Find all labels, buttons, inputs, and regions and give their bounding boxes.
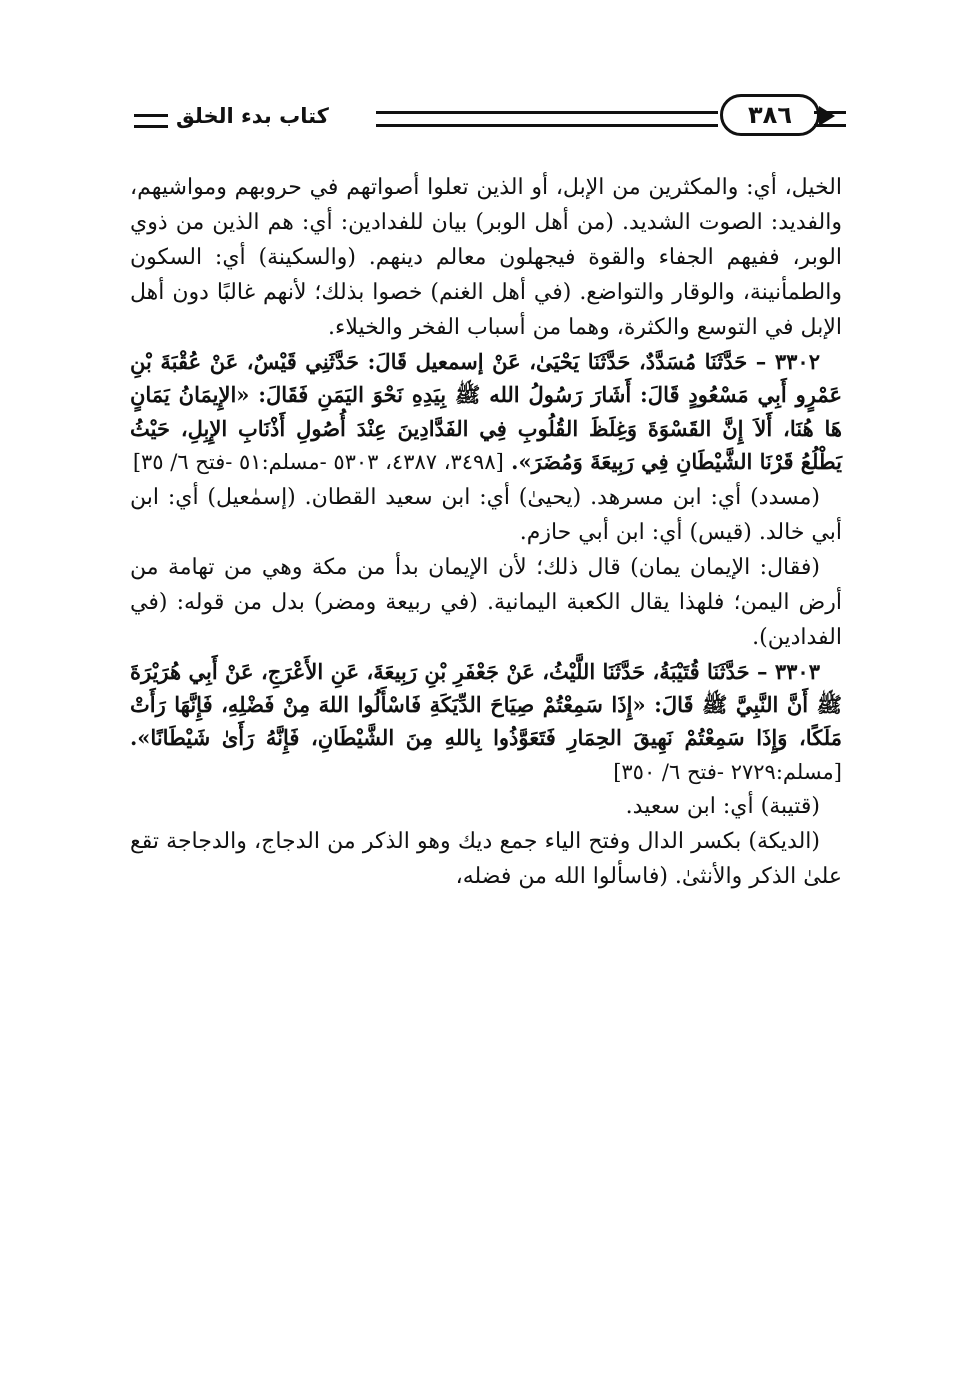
header-ornament-left xyxy=(134,114,168,128)
hadith-references: [مسلم:٢٧٢٩ -فتح ٦/ ٣٥٠] xyxy=(613,759,842,784)
page-header xyxy=(128,92,846,152)
commentary-paragraph: (قتيبة) أي: ابن سعيد. xyxy=(625,794,820,820)
hadith-text: ٣٣٠٣ – حَدَّثَنَا قُتَيْبَةُ، حَدَّثَنَا اللَّيْثُ، عَنْ جَعْفَرِ بْنِ رَبِيعَةَ، عَنِ الأَعْرَجِ، عَنْ أَبِي هُرَيْرَةَ ﷺ أَنَّ النَّبِيَّ ﷺ قَالَ: «إِذَا سَمِعْتُمْ صِيَاحَ الدِّيَكَةِ فَاسْأَلُوا اللهَ مِنْ فَضْلِهِ، فَإِنَّهَا رَأَتْ مَلَكًا، وَإِذَا سَمِعْتُمْ نَهِيقَ الحِمَارِ فَتَعَوَّذُوا بِاللهِ مِنَ الشَّيْطَانِ، فَإِنَّهُ رَأَىٰ شَيْطَانًا». xyxy=(130,658,842,751)
book-title: كتاب بدء الخلق xyxy=(176,104,329,128)
header-rule-right xyxy=(814,111,846,127)
hadith-paragraph xyxy=(130,655,842,790)
commentary-paragraph: (فقال: الإيمان يمان) قال ذلك؛ لأن الإيمان بدأ من مكة وهي من تهامة من أرض اليمن؛ فلهذا يقال الكعبة اليمانية. (في ربيعة ومضر) بدل من قوله: (في الفدادين). xyxy=(130,554,842,650)
hadith-paragraph xyxy=(130,345,842,480)
hadith-references: [٣٤٩٨، ٤٣٨٧، ٥٣٠٣ -مسلم:٥١ -فتح ٦/ ٣٥] xyxy=(132,450,504,475)
commentary-paragraph: (مسدد) أي: ابن مسرهد. (يحيىٰ) أي: ابن سعيد القطان. (إسمٰعيل) أي: ابن أبي خالد. (قيس) أي: ابن أبي حازم. xyxy=(130,484,842,545)
page-number-badge xyxy=(720,94,820,136)
page-number: ٣٨٦ xyxy=(748,101,792,129)
commentary-paragraph: (الديكة) بكسر الدال وفتح الياء جمع ديك وهو الذكر من الدجاج، والدجاجة تقع علىٰ الذكر والأنثىٰ. (فاسألوا الله من فضله، xyxy=(130,829,842,890)
commentary-paragraph: الخيل، أي: والمكثرين من الإبل، أو الذين تعلوا أصواتهم في حروبهم ومواشيهم، والفديد: الصوت الشديد. (من أهل الوبر) بيان للفدادين: أي: هم الذين من ذوي الوبر، ففيهم الجفاء والقوة فيجهلون معالم دينهم. (والسكينة) أي: السكون والطمأنينة، والوقار والتواضع. (في أهل الغنم) خصوا بذلك؛ لأنهم غالبًا دون أهل الإبل في التوسع والكثرة، وهما من أسباب الفخر والخيلاء. xyxy=(130,175,842,340)
hadith-text: ٣٣٠٢ – حَدَّثَنَا مُسَدَّدٌ، حَدَّثَنَا يَحْيَىٰ، عَنْ إسمعيل قَالَ: حَدَّثَنِي قَيْسٌ، عَنْ عُقْبَةَ بْنِ عَمْرٍو أَبِي مَسْعُودٍ قَالَ: أَشَارَ رَسُولُ الله ﷺ بِيَدِهِ نَحْوَ اليَمَنِ فَقَالَ: «الإِيمَانُ يَمَانٍ هَا هُنَا، أَلاَ إِنَّ القَسْوَةَ وَغِلَظَ القُلُوبِ فِي الفَدَّادِينَ عِنْدَ أُصُولِ أَذْنَابِ الإِبِلِ، حَيْثُ يَطْلُعُ قَرْنَا الشَّيْطَانِ فِي رَبِيعَةَ وَمُضَرَ». xyxy=(130,349,842,475)
page-body xyxy=(130,170,842,894)
header-rule xyxy=(376,111,718,127)
